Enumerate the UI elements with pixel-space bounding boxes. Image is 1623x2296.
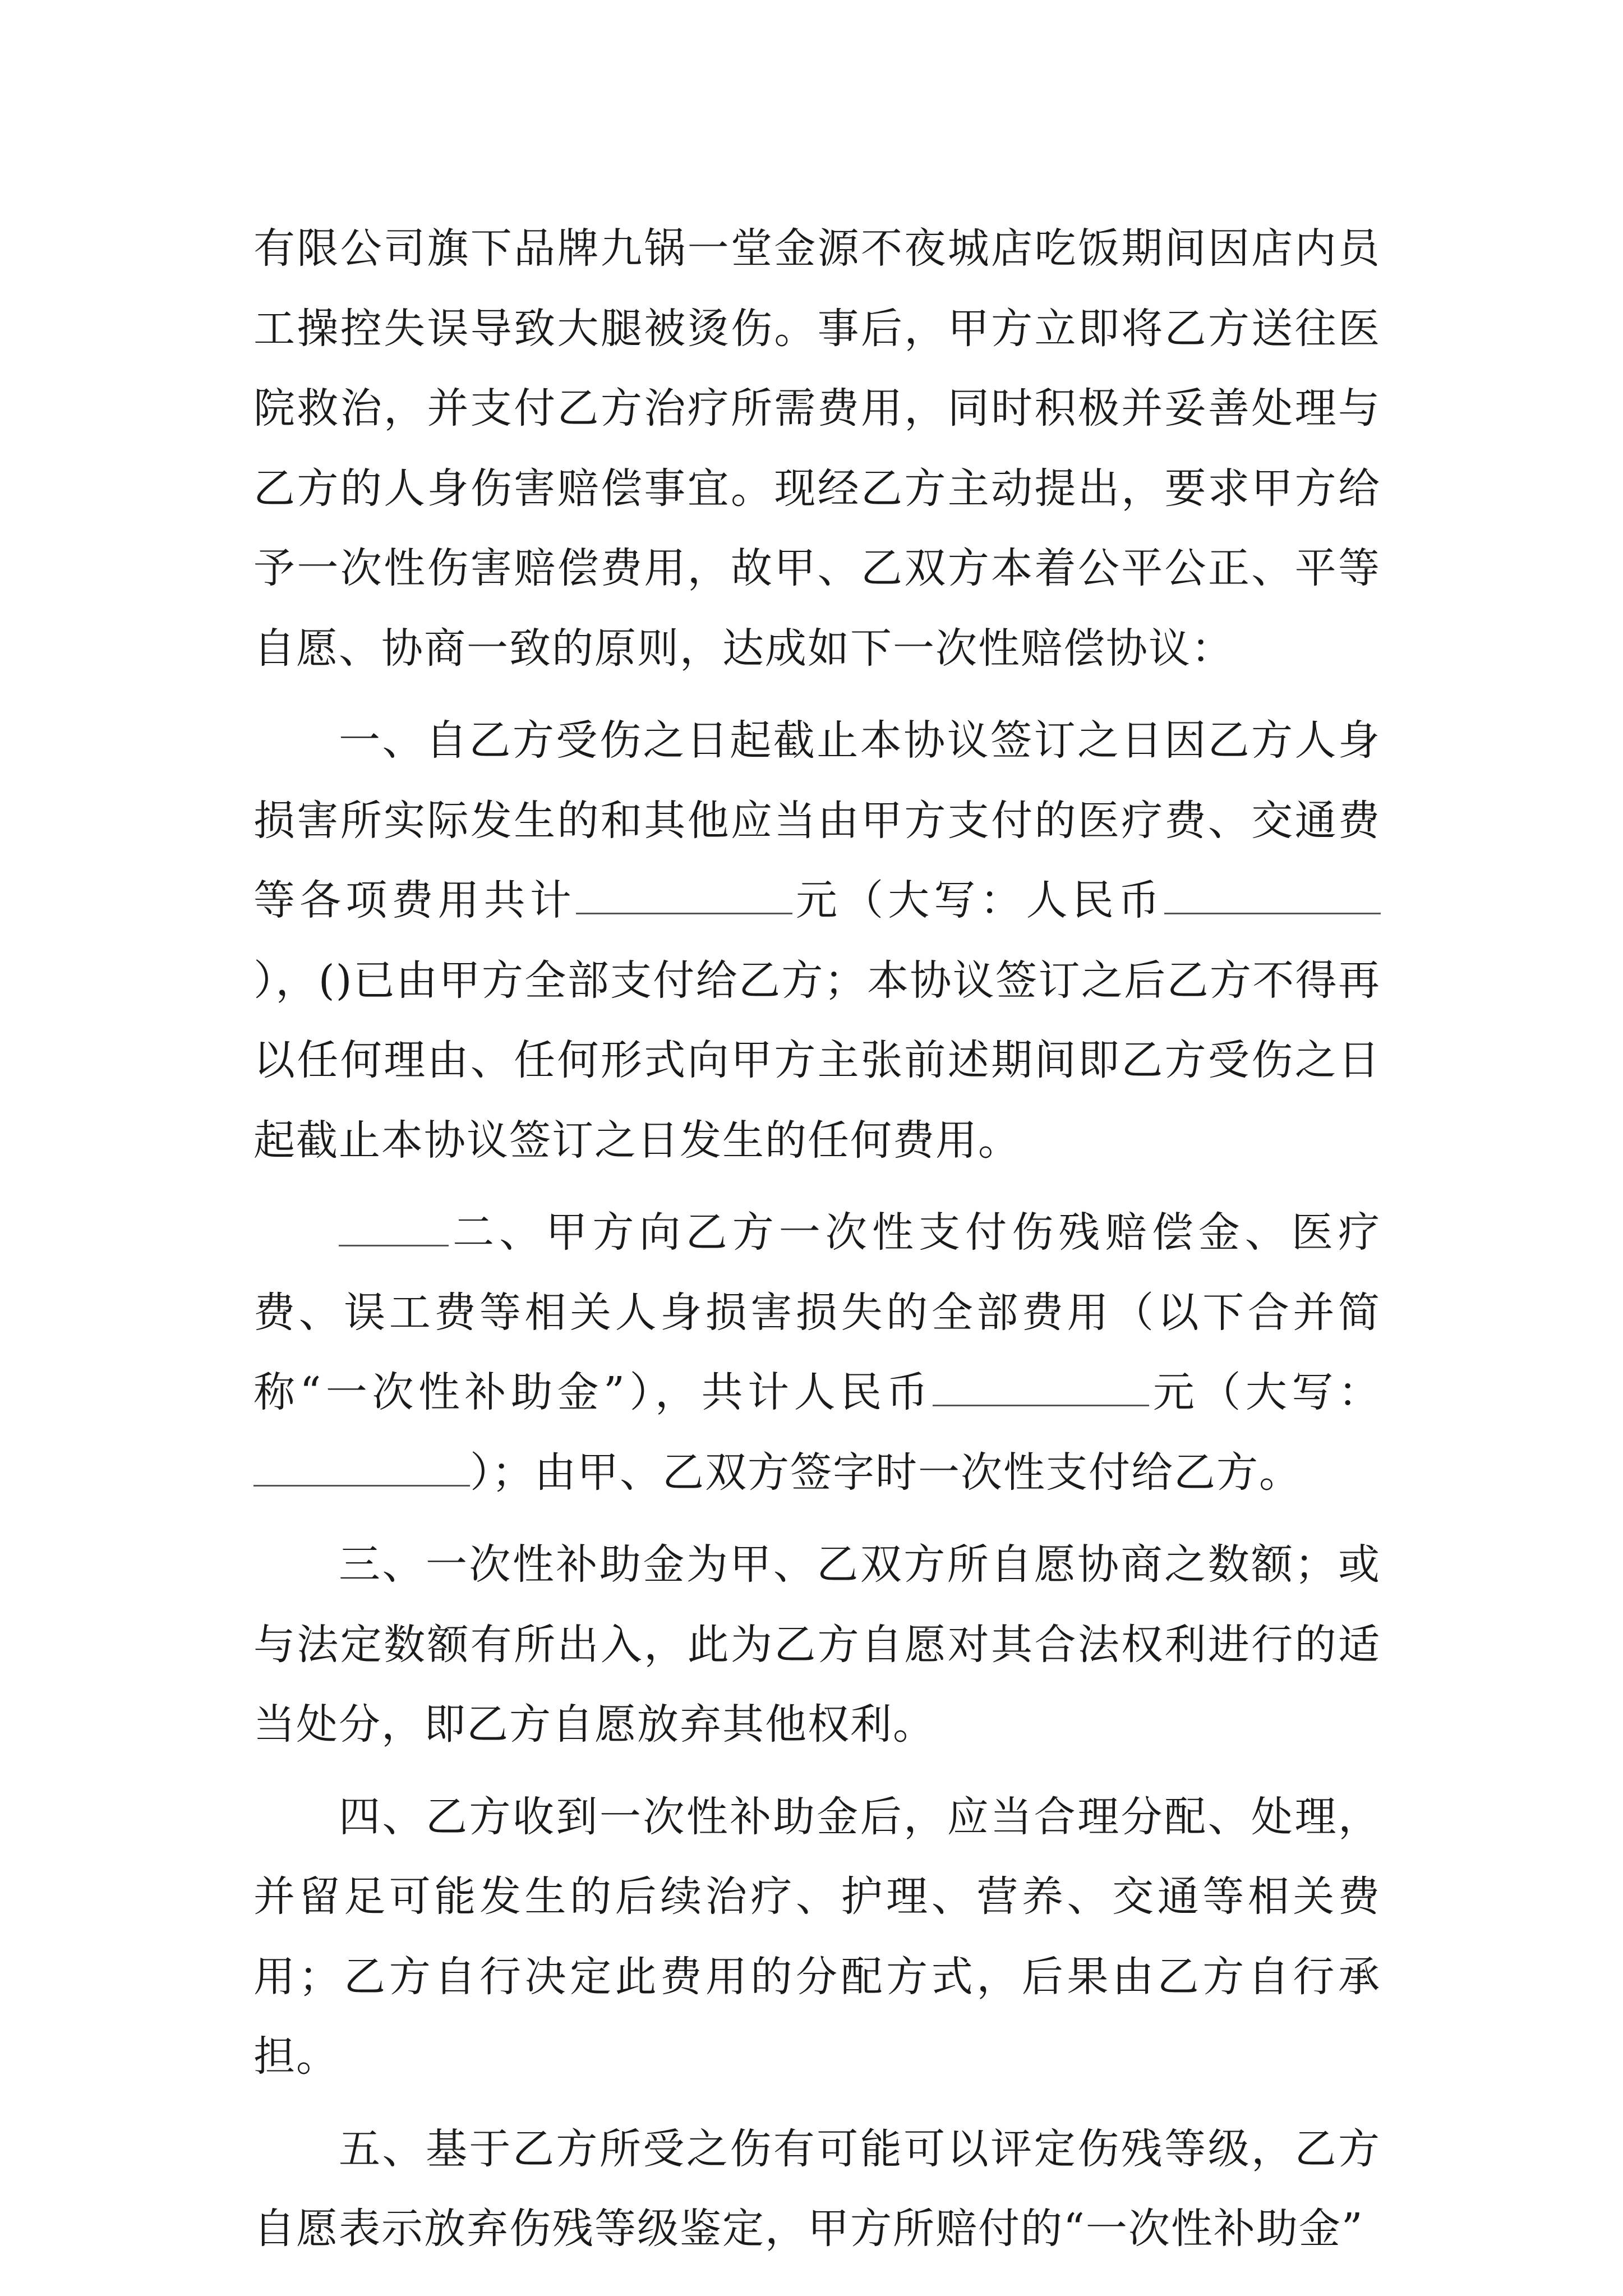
paragraph-clause-4 <box>253 1777 1381 2097</box>
paragraph-clause-3 <box>253 1525 1381 1765</box>
paragraph-clause-2 <box>253 1193 1381 1512</box>
paragraph-clause-5 <box>253 2109 1381 2269</box>
agreement-body <box>253 209 1381 2269</box>
paragraph-text: 二、甲方向乙方一次性支付伤残赔偿金、医疗费、误工费等相关人身损害损失的全部费用（以下合并简称“一次性补助金”），共计人民币 <box>253 1208 1381 1416</box>
fill-in-blank <box>1164 879 1381 914</box>
fill-in-blank <box>933 1371 1149 1406</box>
paragraph-text: 有限公司旗下品牌九锅一堂金源不夜城店吃饭期间因店内员工操控失误导致大腿被烫伤。事后，甲方立即将乙方送往医院救治，并支付乙方治疗所需费用，同时积极并妥善处理与乙方的人身伤害赔偿事宜。现经乙方主动提出，要求甲方给予一次性伤害赔偿费用，故甲、乙双方本着公平公正、平等自愿、协商一致的原则，达成如下一次性赔偿协议： <box>253 224 1381 673</box>
fill-in-blank <box>253 1451 470 1487</box>
fill-in-blank <box>576 879 792 914</box>
paragraph-text: ）；由甲、乙双方签字时一次性支付给乙方。 <box>470 1448 1302 1497</box>
paragraph-text: 四、乙方收到一次性补助金后，应当合理分配、处理，并留足可能发生的后续治疗、护理、营养、交通等相关费用；乙方自行决定此费用的分配方式，后果由乙方自行承担。 <box>253 1792 1381 2081</box>
paragraph-text: 元（大写：人民币 <box>792 876 1164 924</box>
paragraph-text: 元（大写： <box>1149 1368 1381 1416</box>
paragraph-text: 三、一次性补助金为甲、乙双方所自愿协商之数额；或与法定数额有所出入，此为乙方自愿对其合法权利进行的适当处分，即乙方自愿放弃其他权利。 <box>253 1540 1381 1749</box>
paragraph-text: 五、基于乙方所受之伤有可能可以评定伤残等级，乙方自愿表示放弃伤残等级鉴定，甲方所赔付的“一次性补助金” <box>253 2124 1381 2253</box>
paragraph-intro <box>253 209 1381 688</box>
paragraph-clause-1 <box>253 701 1381 1180</box>
fill-in-blank <box>339 1211 449 1246</box>
paragraph-text: 一、自乙方受伤之日起截止本协议签订之日因乙方人身损害所实际发生的和其他应当由甲方支付的医疗费、交通费等各项费用共计 <box>253 716 1381 924</box>
paragraph-text: ），()已由甲方全部支付给乙方；本协议签订之后乙方不得再以任何理由、任何形式向甲方主张前述期间即乙方受伤之日起截止本协议签订之日发生的任何费用。 <box>253 956 1381 1165</box>
